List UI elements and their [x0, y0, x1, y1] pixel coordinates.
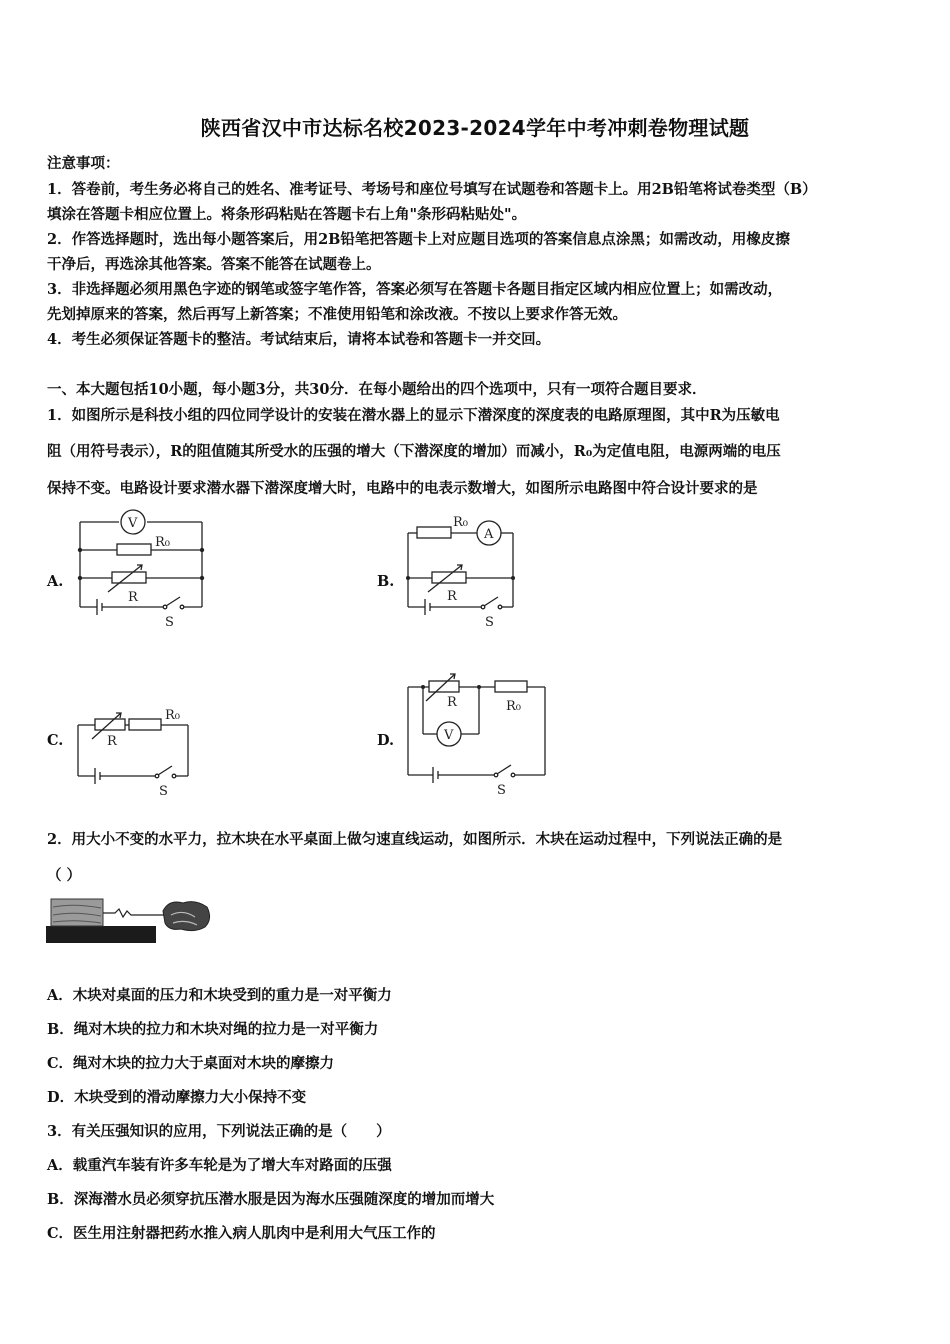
option-a-label: A.	[47, 573, 64, 590]
block-pull-illustration	[45, 893, 215, 945]
ammeter-label: A	[484, 527, 494, 542]
switch-label: S	[485, 615, 494, 630]
switch-label: S	[159, 784, 168, 799]
switch-icon	[497, 765, 511, 774]
notice-line: 先划掉原来的答案，然后再写上新答案；不准使用铅笔和涂改液。不按以上要求作答无效。	[47, 306, 627, 323]
question-2-option: D．木块受到的滑动摩擦力大小保持不变	[47, 1089, 307, 1106]
question-3-stem: 3．有关压强知识的应用，下列说法正确的是（ ）	[47, 1123, 391, 1140]
circuit-diagram-a	[75, 508, 210, 633]
question-2-option: B．绳对木块的拉力和木块对绳的拉力是一对平衡力	[47, 1021, 379, 1038]
varistor-r-icon	[432, 572, 466, 583]
voltmeter-label: V	[128, 516, 138, 531]
resistor-r0-label: R₀	[165, 708, 180, 723]
voltmeter-label: V	[444, 728, 454, 743]
varistor-r-label: R	[447, 695, 457, 710]
circuit-diagram-b	[403, 512, 523, 632]
question-2-line: 2．用大小不变的水平力，拉木块在水平桌面上做匀速直线运动，如图所示．木块在运动过程中，下列说法正确的是	[47, 831, 783, 848]
varistor-r-label: R	[107, 734, 117, 749]
question-3-option: C．医生用注射器把药水推入病人肌肉中是利用大气压工作的	[47, 1225, 436, 1242]
question-1-line: 保持不变。电路设计要求潜水器下潜深度增大时，电路中的电表示数增大，如图所示电路图中符合设计要求的是	[47, 480, 758, 497]
notice-line: 4．考生必须保证答题卡的整洁。考试结束后，请将本试卷和答题卡一并交回。	[47, 331, 551, 348]
notice-line: 干净后，再选涂其他答案。答案不能答在试题卷上。	[47, 256, 381, 273]
notice-line: 3．非选择题必须用黑色字迹的钢笔或签字笔作答，答案必须写在答题卡各题目指定区域内相应位置上；如需改动，	[47, 281, 783, 298]
hand-icon	[163, 902, 210, 931]
notice-heading: 注意事项：	[47, 155, 120, 172]
question-2-line: （ ）	[47, 867, 82, 884]
notice-line: 填涂在答题卡相应位置上。将条形码粘贴在答题卡右上角"条形码粘贴处"。	[47, 206, 527, 223]
switch-icon	[484, 597, 498, 606]
notice-line: 1．答卷前，考生务必将自己的姓名、准考证号、考场号和座位号填写在试题卷和答题卡上。用2B铅笔将试卷类型（B）	[47, 181, 817, 198]
question-3-option: A．载重汽车装有许多车轮是为了增大车对路面的压强	[47, 1157, 392, 1174]
notice-line: 2．作答选择题时，选出每小题答案后，用2B铅笔把答题卡上对应题目选项的答案信息点涂黑；如需改动，用橡皮擦	[47, 231, 790, 248]
rope-icon	[103, 909, 165, 917]
resistor-r0-icon	[495, 681, 527, 692]
switch-icon	[158, 766, 172, 775]
varistor-r-label: R	[447, 589, 457, 604]
section-heading: 一、本大题包括10小题，每小题3分，共30分．在每小题给出的四个选项中，只有一项符合题目要求．	[47, 381, 707, 398]
question-2-option: C．绳对木块的拉力大于桌面对木块的摩擦力	[47, 1055, 335, 1072]
question-3-option: B．深海潜水员必须穿抗压潜水服是因为海水压强随深度的增加而增大	[47, 1191, 495, 1208]
varistor-r-icon	[95, 719, 125, 730]
resistor-r0-icon	[417, 527, 451, 538]
resistor-r0-icon	[117, 544, 151, 555]
question-1-line: 1．如图所示是科技小组的四位同学设计的安装在潜水器上的显示下潜深度的深度表的电路原理图，其中R为压敏电	[47, 407, 780, 424]
switch-icon	[166, 597, 180, 606]
resistor-r0-label: R₀	[155, 535, 170, 550]
option-c-label: C.	[47, 732, 64, 749]
question-2-option: A．木块对桌面的压力和木块受到的重力是一对平衡力	[47, 987, 392, 1004]
switch-label: S	[165, 615, 174, 630]
circuit-diagram-d	[403, 670, 553, 802]
option-b-label: B.	[377, 573, 395, 590]
resistor-r0-label: R₀	[506, 699, 521, 714]
resistor-r0-icon	[129, 719, 161, 730]
resistor-r0-label: R₀	[453, 515, 468, 530]
switch-label: S	[497, 783, 506, 798]
circuit-diagram-c	[73, 705, 198, 800]
table-icon	[46, 926, 156, 943]
option-d-label: D.	[377, 732, 395, 749]
varistor-r-icon	[112, 572, 146, 583]
question-1-line: 阻（用符号表示），R的阻值随其所受水的压强的增大（下潜深度的增加）而减小，R₀为定值电阻，电源两端的电压	[47, 443, 781, 460]
varistor-r-icon	[429, 681, 459, 692]
varistor-r-label: R	[128, 590, 138, 605]
page-title: 陕西省汉中市达标名校2023-2024学年中考冲刺卷物理试题	[200, 116, 750, 140]
